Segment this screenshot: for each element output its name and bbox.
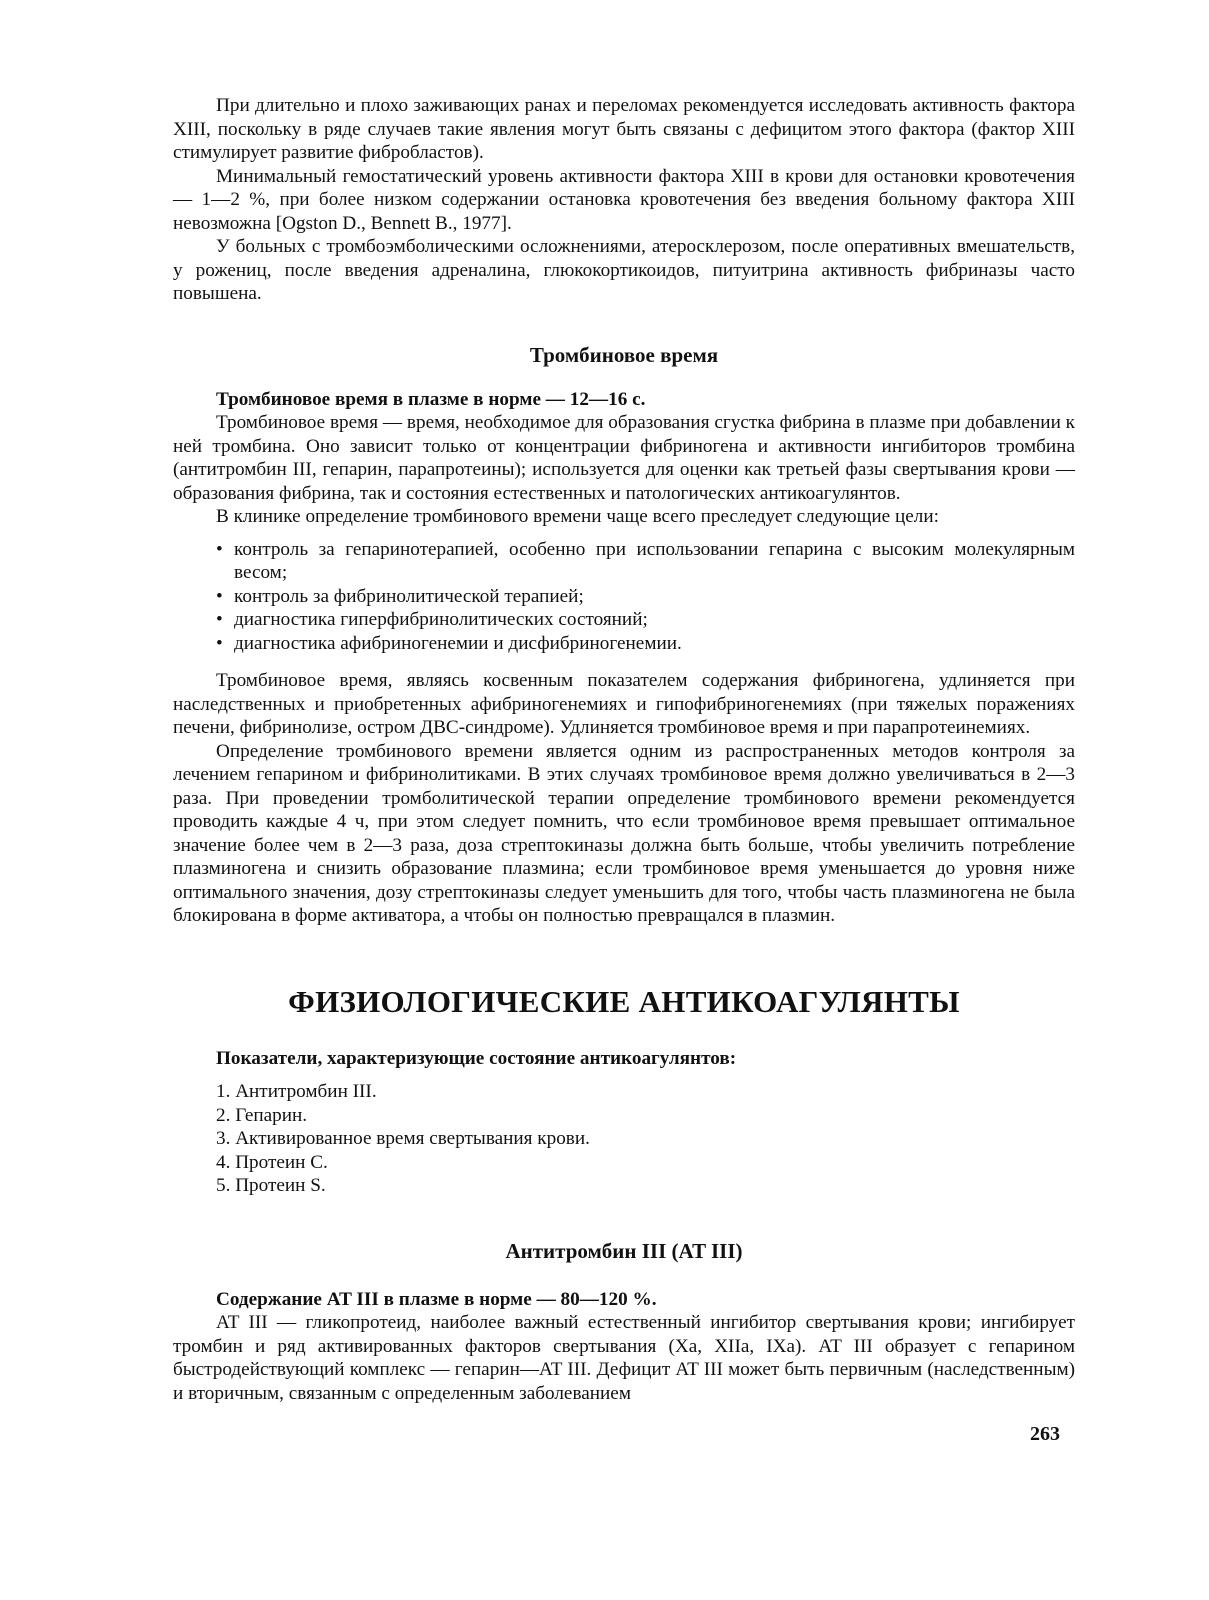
list-item: • диагностика афибриногенемии и дисфибриногенемии. (216, 632, 682, 654)
page-number: 263 (1030, 1423, 1060, 1445)
section-heading-thrombin-time: Тромбиновое время (529, 342, 719, 367)
thrombin-time-norm: Тромбиновое время в плазме в норме — 12—16 с. (216, 388, 646, 410)
thrombin-time-goals-list (173, 538, 1075, 656)
thrombin-time-paragraph-3: Тромбиновое время, являясь косвенным показателем содержания фибриногена, удлиняется при наследственных и приобретенных афибриногенемиях и гипофибриногенемиях (при тяжелых поражениях печени, фибринолизе, остром ДВС-синдроме). Удлиняется тромбиновое время и при парапротеинемиях. (173, 670, 1075, 738)
bullet-icon: • (216, 538, 223, 560)
list-item: 5. Протеин S. (216, 1175, 326, 1196)
chapter-heading-anticoagulants: ФИЗИОЛОГИЧЕСКИЕ АНТИКОАГУЛЯНТЫ (288, 983, 960, 1019)
thrombin-time-paragraph-2: В клинике определение тромбинового времени чаще всего преследует следующие цели: (216, 506, 939, 527)
intro-paragraph-3: У больных с тромбоэмболическими осложнениями, атеросклерозом, после оперативных вмешательств, у рожениц, после введения адреналина, глюкокортикоидов, питуитрина активность фибриназы часто повышена. (173, 236, 1075, 304)
list-item: • контроль за фибринолитической терапией; (216, 585, 584, 607)
list-item: 4. Протеин C. (216, 1151, 328, 1173)
list-item: 1. Антитромбин III. (216, 1081, 377, 1102)
bullet-icon: • (216, 632, 223, 654)
bullet-icon: • (216, 585, 223, 607)
list-item: 2. Гепарин. (216, 1104, 308, 1126)
list-item: • диагностика гиперфибринолитических состояний; (216, 609, 648, 630)
bullet-icon: • (216, 609, 223, 630)
thrombin-time-paragraph-4: Определение тромбинового времени является одним из распространенных методов контроля за лечением гепарином и фибринолитиками. В этих случаях тромбиновое время должно увеличиваться в 2—3 раза. При проведении тромболитической терапии определение тромбинового времени рекомендуется проводить каждые 4 ч, при этом следует помнить, что если тромбиновое время превышает оптимальное значение более чем в 2—3 раза, доза стрептокиназы должна быть больше, чтобы увеличить потребление плазминогена и снизить образование плазмина; если тромбиновое время уменьшается до уровня ниже оптимального значения, дозу стрептокиназы следует уменьшить для того, чтобы часть плазминогена не была блокирована в форме активатора, а чтобы он полностью превращался в плазмин. (173, 740, 1075, 926)
intro-paragraph-2: Минимальный гемостатический уровень активности фактора XIII в крови для остановки кровотечения — 1—2 %, при более низком содержании остановка кровотечения без введения больному фактора XIII невозможна [Ogston D., Bennett B., 1977]. (173, 165, 1075, 234)
indicators-list (173, 1080, 1075, 1198)
thrombin-time-paragraph-1: Тромбиновое время — время, необходимое для образования сгустка фибрина в плазме при добавлении к ней тромбина. Оно зависит только от концентрации фибриногена и активности ингибиторов тромбина (антитромбин III, гепарин, парапротеины); используется для оценки как третьей фазы свертывания крови — образования фибрина, так и состояния естественных и патологических антикоагулянтов. (173, 412, 1075, 504)
list-item: • контроль за гепаринотерапией, особенно при использовании гепарина с высоким молекулярным весом; (216, 538, 1075, 583)
page-body (173, 94, 1075, 1405)
section-heading-antithrombin: Антитромбин III (AT III) (505, 1238, 743, 1263)
indicators-title: Показатели, характеризующие состояние антикоагулянтов: (216, 1047, 737, 1069)
antithrombin-norm: Содержание AT III в плазме в норме — 80—120 %. (216, 1288, 657, 1310)
antithrombin-paragraph-1: AT III — гликопротеид, наиболее важный естественный ингибитор свертывания крови; ингибирует тромбин и ряд активированных факторов свертывания (Xa, XIIa, IXa). AT III образует с гепарином быстродействующий комплекс — гепарин—AT III. Дефицит AT III может быть первичным (наследственным) и вторичным, связанным с определенным заболеванием (173, 1312, 1075, 1404)
intro-paragraph-1: При длительно и плохо заживающих ранах и переломах рекомендуется исследовать активность фактора XIII, поскольку в ряде случаев такие явления могут быть связаны с дефицитом этого фактора (фактор XIII стимулирует развитие фибробластов). (173, 95, 1075, 163)
list-item: 3. Активированное время свертывания крови. (216, 1128, 590, 1149)
